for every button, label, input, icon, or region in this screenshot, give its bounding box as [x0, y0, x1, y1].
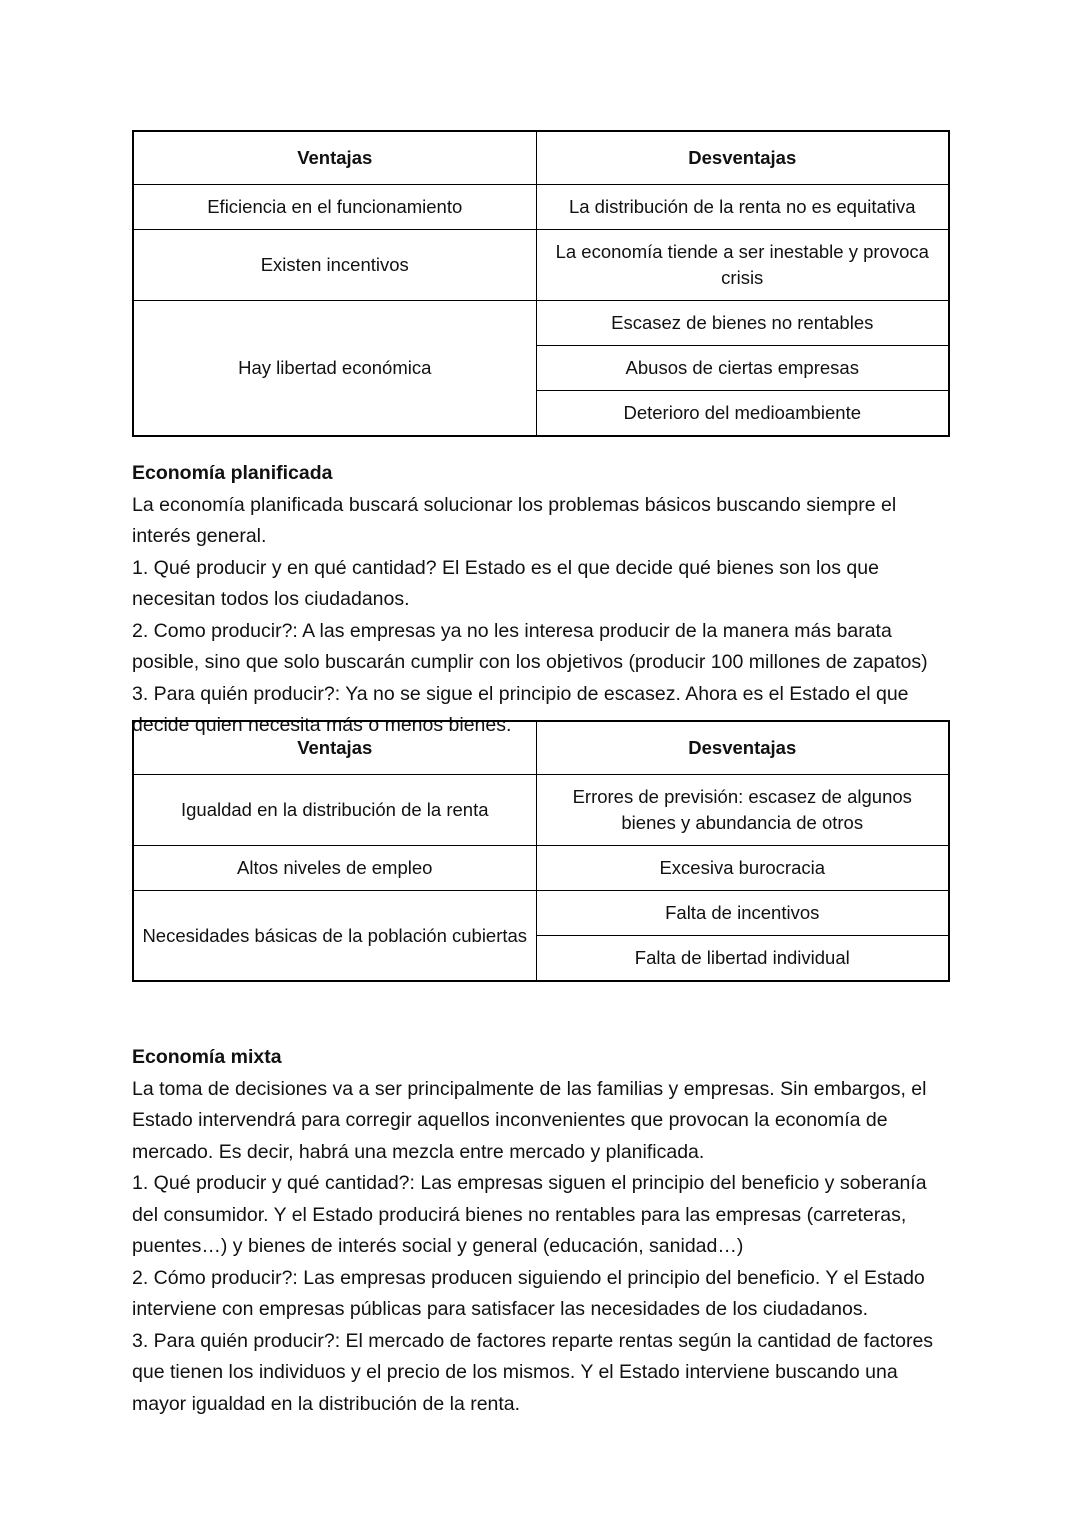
paragraph-mixta-1: 1. Qué producir y qué cantidad?: Las empresas siguen el principio del beneficio y soberanía del consumidor. Y el Estado producirá bienes no rentables para las empresas (carreteras, puentes…) y bienes de interés social y general (educación, sanidad…) — [132, 1172, 927, 1257]
table-planificada-wrapper — [132, 720, 950, 982]
table-row — [133, 185, 949, 230]
cell-desventaja-2: Excesiva burocracia — [536, 846, 949, 891]
table-market-wrapper — [132, 130, 950, 437]
table-row — [133, 721, 949, 775]
cell-desventaja-2: La economía tiende a ser inestable y provoca crisis — [536, 230, 949, 301]
cell-desventaja-1: Errores de previsión: escasez de algunos bienes y abundancia de otros — [536, 775, 949, 846]
table-row — [133, 301, 949, 346]
cell-ventaja-2: Altos niveles de empleo — [133, 846, 536, 891]
cell-desventaja-4: Falta de libertad individual — [536, 936, 949, 982]
paragraph-mixta-3: 3. Para quién producir?: El mercado de factores reparte rentas según la cantidad de factores que tienen los individuos y el precio de los mismos. Y el Estado interviene buscando una mayor igualdad en la distribución de la renta. — [132, 1329, 934, 1415]
cell-ventaja-1: Eficiencia en el funcionamiento — [133, 185, 536, 230]
column-header-desventajas: Desventajas — [536, 721, 949, 775]
section-economia-mixta — [132, 1042, 956, 1420]
cell-ventaja-3: Hay libertad económica — [133, 301, 536, 437]
table-row — [133, 230, 949, 301]
cell-ventaja-2: Existen incentivos — [133, 230, 536, 301]
cell-desventaja-3: Falta de incentivos — [536, 891, 949, 936]
table-row — [133, 891, 949, 936]
paragraph-mixta-2: 2. Cómo producir?: Las empresas producen siguiendo el principio del beneficio. Y el Estado interviene con empresas públicas para satisfacer las necesidades de los ciudadanos. — [132, 1266, 925, 1320]
column-header-ventajas: Ventajas — [133, 721, 536, 775]
cell-ventaja-1: Igualdad en la distribución de la renta — [133, 775, 536, 846]
table-row — [133, 131, 949, 185]
paragraph-planificada-1: 1. Qué producir y en qué cantidad? El Estado es el que decide qué bienes son los que necesitan todos los ciudadanos. — [132, 556, 879, 610]
table-row — [133, 775, 949, 846]
heading-economia-planificada: Economía planificada — [132, 462, 333, 484]
cell-desventaja-4: Abusos de ciertas empresas — [536, 346, 949, 391]
cell-desventaja-1: La distribución de la renta no es equitativa — [536, 185, 949, 230]
paragraph-planificada-intro: La economía planificada buscará solucionar los problemas básicos buscando siempre el interés general. — [132, 493, 897, 547]
paragraph-planificada-3: 3. Para quién producir?: Ya no se sigue el principio de escasez. Ahora es el Estado el que decide quien necesita más o menos bienes. — [132, 682, 909, 736]
cell-desventaja-3: Escasez de bienes no rentables — [536, 301, 949, 346]
cell-ventaja-3: Necesidades básicas de la población cubiertas — [133, 891, 536, 982]
table-ventajas-desventajas-mercado — [132, 130, 950, 437]
cell-desventaja-5: Deterioro del medioambiente — [536, 391, 949, 437]
section-economia-planificada — [132, 458, 956, 742]
table-row — [133, 846, 949, 891]
table-ventajas-desventajas-planificada — [132, 720, 950, 982]
paragraph-planificada-2: 2. Como producir?: A las empresas ya no les interesa producir de la manera más barata posible, sino que solo buscarán cumplir con los objetivos (producir 100 millones de zapatos) — [132, 619, 928, 673]
paragraph-mixta-intro: La toma de decisiones va a ser principalmente de las familias y empresas. Sin embargos, el Estado intervendrá para corregir aquellos inconvenientes que provocan la economía de mercado. Es decir, habrá una mezcla entre mercado y planificada. — [132, 1077, 927, 1163]
heading-economia-mixta: Economía mixta — [132, 1046, 282, 1068]
column-header-ventajas: Ventajas — [133, 131, 536, 185]
column-header-desventajas: Desventajas — [536, 131, 949, 185]
